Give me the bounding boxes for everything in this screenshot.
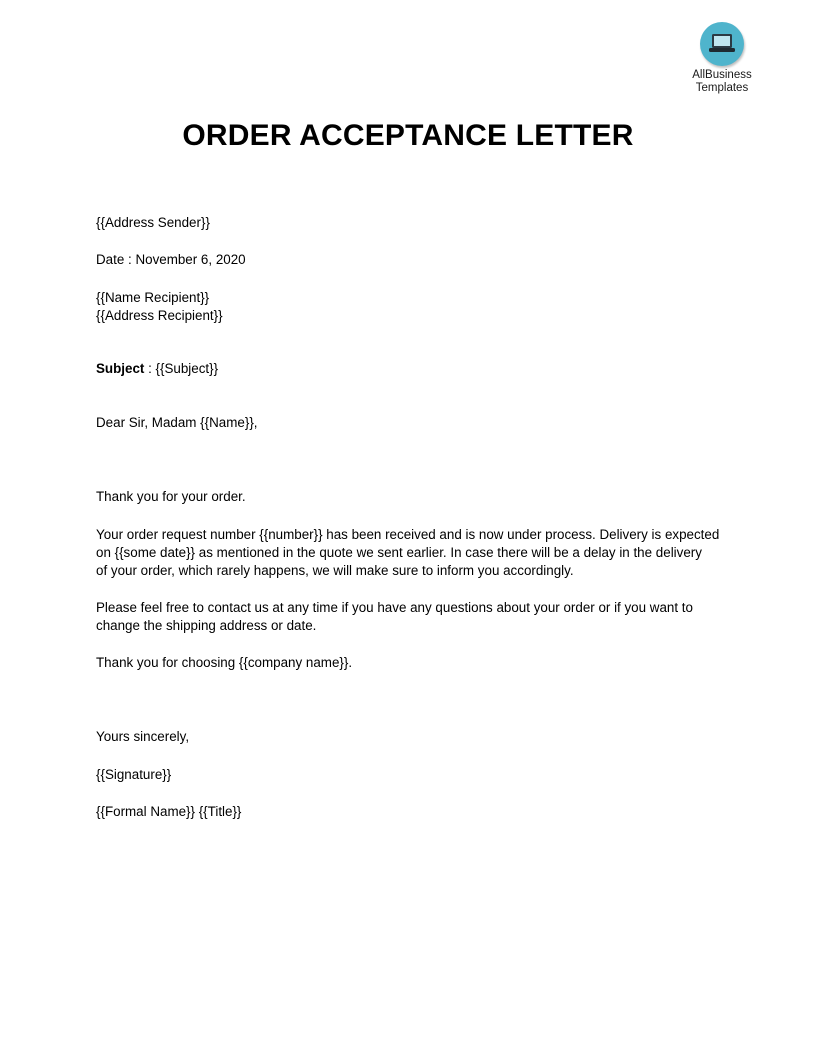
contact-paragraph — [96, 599, 722, 635]
subject-line — [96, 360, 218, 378]
paragraph-line: on {{some date}} as mentioned in the quote we sent earlier. In case there will be a delay in the delivery — [96, 545, 702, 560]
paragraph-line: of your order, which rarely happens, we will make sure to inform you accordingly. — [96, 563, 574, 578]
allbusiness-templates-logo — [686, 22, 758, 95]
laptop-icon — [708, 33, 736, 55]
paragraph-line: Your order request number {{number}} has been received and is now under process. Delivery is expected — [96, 527, 720, 542]
name-recipient: {{Name Recipient}} — [96, 290, 210, 305]
logo-line-2: Templates — [695, 82, 749, 94]
page-title: ORDER ACCEPTANCE LETTER — [182, 119, 634, 152]
address-sender: {{Address Sender}} — [96, 215, 210, 230]
subject-label: Subject — [96, 361, 145, 376]
address-recipient: {{Address Recipient}} — [96, 308, 223, 323]
logo-wordmark — [686, 69, 758, 95]
order-status-paragraph — [96, 526, 722, 580]
greeting: Dear Sir, Madam {{Name}}, — [96, 415, 258, 430]
paragraph-line: change the shipping address or date. — [96, 618, 317, 633]
subject-value: : {{Subject}} — [144, 361, 219, 376]
signature: {{Signature}} — [96, 767, 172, 782]
logo-badge — [700, 22, 744, 66]
formal-name-title: {{Formal Name}} {{Title}} — [96, 804, 242, 819]
paragraph-line: Please feel free to contact us at any time if you have any questions about your order or if you want to — [96, 600, 693, 615]
sign-off: Yours sincerely, — [96, 729, 190, 744]
letter-date: Date : November 6, 2020 — [96, 252, 246, 267]
closing-thanks: Thank you for choosing {{company name}}. — [96, 655, 353, 670]
logo-line-1: AllBusiness — [692, 69, 752, 81]
thanks-line: Thank you for your order. — [96, 489, 246, 504]
